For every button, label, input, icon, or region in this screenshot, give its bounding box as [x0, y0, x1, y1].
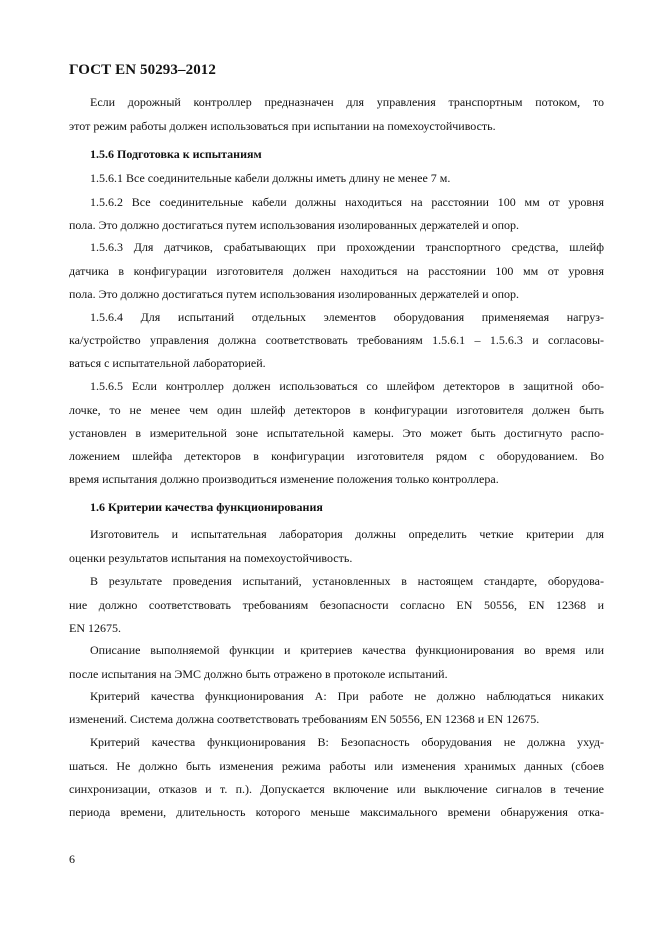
- paragraph-line: Критерий качества функционирования В: Безопасность оборудования не должна ухуд-: [90, 735, 604, 749]
- paragraph-line: оценки результатов испытания на помехоустойчивость.: [69, 551, 353, 565]
- section-heading-1-6: 1.6 Критерии качества функционирования: [90, 500, 323, 514]
- paragraph-line: пола. Это должно достигаться путем использования изолированных держателей и опор.: [69, 218, 520, 232]
- paragraph-line: Если дорожный контроллер предназначен для управления транспортным потоком, то: [90, 95, 604, 109]
- paragraph-line: синхронизации, отказов и т. п.). Допускается включение или выключение сигналов в течение: [69, 782, 604, 796]
- paragraph-line: ложением шлейфа детекторов в конфигурации изготовителя рядом с оборудованием. Во: [69, 449, 604, 463]
- paragraph-line: этот режим работы должен использоваться при испытании на помехоустойчивость.: [69, 119, 496, 133]
- paragraph-line: лочке, то не менее чем один шлейф детекторов в конфигурации изготовителя должен быть: [69, 403, 604, 417]
- paragraph-line: шаться. Не должно быть изменения режима работы или изменения хранимых данных (сбоев: [69, 759, 604, 773]
- paragraph-line: Описание выполняемой функции и критериев качества функционирования во время или: [90, 643, 604, 657]
- paragraph-line: 1.5.6.5 Если контроллер должен использоваться со шлейфом детекторов в защитной обо-: [90, 379, 604, 393]
- paragraph-line: 1.5.6.1 Все соединительные кабели должны иметь длину не менее 7 м.: [90, 171, 451, 185]
- page-number: 6: [69, 852, 75, 866]
- paragraph-line: изменений. Система должна соответствовать требованиям EN 50556, EN 12368 и EN 12675.: [69, 712, 540, 726]
- paragraph-line: пола. Это должно достигаться путем использования изолированных держателей и опор.: [69, 287, 520, 301]
- paragraph-line: ние должно соответствовать требованиям безопасности согласно EN 50556, EN 12368 и: [69, 598, 604, 612]
- paragraph-line: Критерий качества функционирования А: При работе не должно наблюдаться никаких: [90, 689, 604, 703]
- page-header-title: ГОСТ EN 50293–2012: [69, 62, 216, 78]
- paragraph-line: датчика в конфигурации изготовителя должен находиться на расстоянии 100 мм от уровня: [69, 264, 604, 278]
- paragraph-line: 1.5.6.3 Для датчиков, срабатывающих при прохождении транспортного средства, шлейф: [90, 240, 604, 254]
- paragraph-line: время испытания должно производиться изменение положения только контроллера.: [69, 472, 499, 486]
- paragraph-line: 1.5.6.4 Для испытаний отдельных элементов оборудования применяемая нагруз-: [90, 310, 604, 324]
- paragraph-line: периода времени, длительность которого меньше максимального времени обнаружения отка-: [69, 805, 604, 819]
- paragraph-line: после испытания на ЭМС должно быть отражено в протоколе испытаний.: [69, 667, 448, 681]
- paragraph-line: установлен в измерительной зоне испытательной камеры. Это может быть достигнуто распо-: [69, 426, 604, 440]
- paragraph-line: ка/устройство управления должна соответствовать требованиям 1.5.6.1 – 1.5.6.3 и согласовы-: [69, 333, 604, 347]
- paragraph-line: EN 12675.: [69, 621, 121, 635]
- paragraph-line: ваться с испытательной лабораторией.: [69, 356, 266, 370]
- paragraph-line: В результате проведения испытаний, установленных в настоящем стандарте, оборудова-: [90, 574, 604, 588]
- paragraph-line: Изготовитель и испытательная лаборатория должны определить четкие критерии для: [90, 527, 604, 541]
- paragraph-line: 1.5.6.2 Все соединительные кабели должны находиться на расстоянии 100 мм от уровня: [90, 195, 604, 209]
- section-heading-1-5-6: 1.5.6 Подготовка к испытаниям: [90, 147, 262, 161]
